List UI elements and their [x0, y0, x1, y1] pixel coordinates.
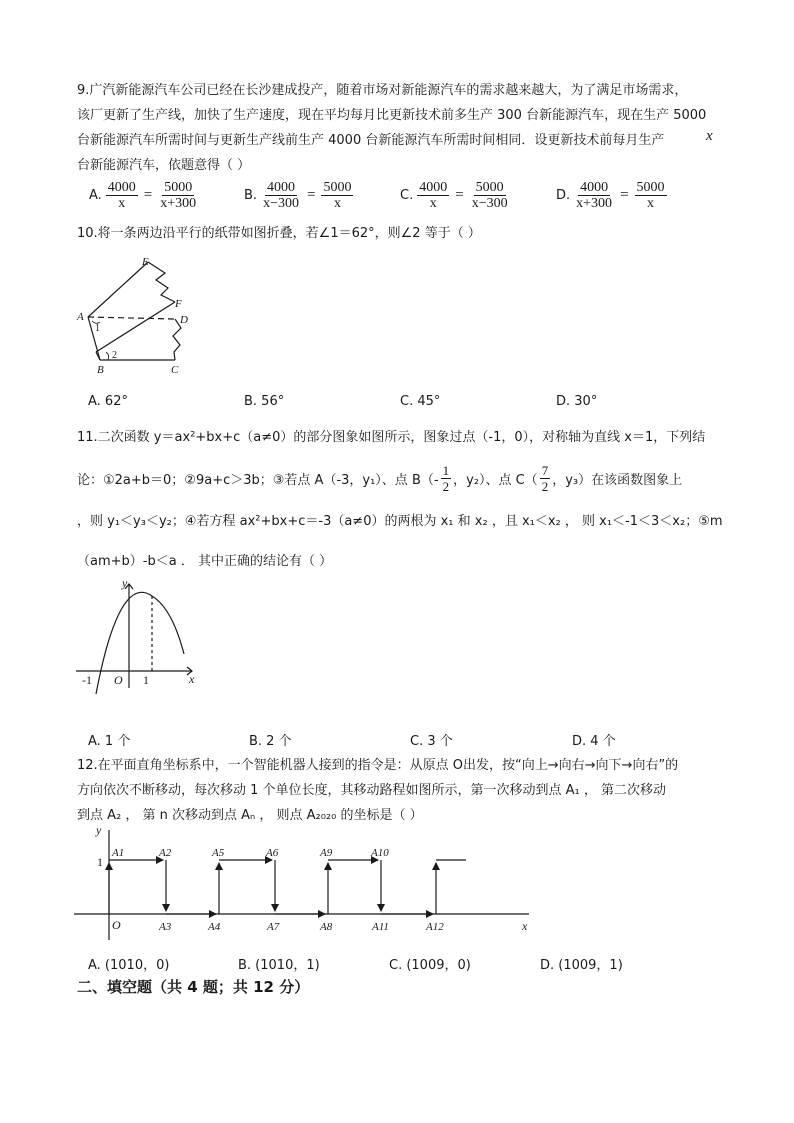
label-e: E	[142, 256, 149, 268]
q12-option-d[interactable]: D. (1009，1)	[540, 958, 623, 973]
option-label: C.	[400, 188, 414, 203]
frac-denominator: x	[429, 196, 437, 211]
frac-denominator: x	[118, 196, 126, 211]
angle-1-label: 1	[95, 323, 100, 334]
q12-line-3: 到点 A₂ ， 第 n 次移动到点 Aₙ ， 则点 A₂₀₂₀ 的坐标是（ ）	[77, 808, 423, 823]
q10-option-c[interactable]: C. 45°	[400, 394, 441, 409]
frac-numerator: 5000	[164, 180, 193, 195]
q9-option-c[interactable]	[400, 180, 512, 211]
frac-denominator: 2	[442, 479, 450, 494]
frac-denominator: x+300	[160, 196, 197, 211]
point-a9-label: A9	[320, 847, 333, 859]
tick-label-1: 1	[143, 673, 149, 687]
section-heading-fill-in: 二、填空题（共 4 题；共 12 分）	[77, 978, 310, 996]
q12-option-c[interactable]: C. (1009，0)	[389, 958, 471, 973]
dashed-fold-line-a-d	[88, 317, 175, 319]
q12-option-b[interactable]: B. (1010，1)	[238, 958, 320, 973]
frac-denominator: x	[333, 196, 341, 211]
q11-option-a[interactable]: A. 1 个	[88, 734, 131, 749]
q9-line-1: 9.广汽新能源汽车公司已经在长沙建成投产，随着市场对新能源汽车的需求越来越大，为了满足市场需求，	[77, 83, 688, 98]
frac-numerator: 5000	[323, 180, 352, 195]
frac-denominator: x	[647, 196, 655, 211]
label-a: A	[77, 311, 84, 323]
q9-option-b[interactable]	[244, 180, 355, 211]
option-label: A.	[89, 188, 102, 203]
equals-sign: =	[620, 187, 629, 203]
q9-line-2: 该厂更新了生产线，加快了生产速度，现在平均每月比更新技术前多生产 300 台新能源汽车，现在生产 5000	[77, 108, 707, 123]
point-a10-label: A10	[371, 847, 389, 859]
q9-variable-x: x	[706, 128, 713, 144]
option-label: D.	[556, 188, 571, 203]
q11-line-1: 11.二次函数 y＝ax²+bx+c（a≠0）的部分图象如图所示，图象过点（-1，0），对称轴为直线 x＝1，下列结	[77, 430, 706, 445]
point-a1-label: A1	[112, 847, 125, 859]
y-axis-label: y	[96, 823, 102, 837]
q12-line-2: 方向依次不断移动，每次移动 1 个单位长度，其移动路程如图所示，第一次移动到点 A₁ ， 第二次移动	[77, 783, 667, 798]
frac-denominator: x+300	[576, 196, 613, 211]
q9-option-d[interactable]	[556, 180, 669, 211]
q11-line-2-part-a: 论：①2a+b＝0；②9a+c＞3b；③若点 A（-3，y₁）、点 B（-	[77, 473, 439, 488]
q12-robot-path-figure	[74, 822, 536, 940]
angle-2-arc	[106, 352, 109, 360]
q11-line-4: （am+b）-b＜a ． 其中正确的结论有（ ）	[77, 554, 333, 569]
point-a6-label: A6	[266, 847, 279, 859]
label-f: F	[175, 298, 182, 310]
q9-line-4: 台新能源汽车，依题意得（ ）	[77, 158, 251, 173]
parabola-curve	[96, 592, 184, 694]
frac-numerator: 1	[442, 463, 450, 478]
frac-numerator: 4000	[107, 180, 136, 195]
q9-line-3: 台新能源汽车所需时间与更新生产线前生产 4000 台新能源汽车所需时间相同．设更新技术前每月生产	[77, 133, 665, 148]
label-b: B	[97, 364, 104, 376]
q12-option-a[interactable]: A. (1010，0)	[88, 958, 170, 973]
frac-numerator: 4000	[419, 180, 448, 195]
frac-denominator: x−300	[263, 196, 299, 211]
q10-folded-strip-figure	[70, 252, 200, 380]
zigzag-edge-top	[148, 262, 175, 302]
frac-numerator: 5000	[636, 180, 665, 195]
frac-numerator: 4000	[267, 180, 296, 195]
q10-stem: 10.将一条两边沿平行的纸带如图折叠，若∠1＝62°，则∠2 等于（ ）	[77, 226, 481, 241]
point-a11-label: A11	[372, 921, 389, 933]
q10-option-d[interactable]: D. 30°	[556, 394, 598, 409]
frac-numerator: 7	[541, 463, 549, 478]
frac-denominator: x−300	[471, 196, 508, 211]
equals-sign: =	[306, 187, 316, 203]
fold-edge-a-e	[88, 262, 148, 317]
point-a5-label: A5	[212, 847, 225, 859]
label-d: D	[180, 314, 188, 326]
angle-2-label: 2	[112, 350, 117, 361]
tick-label-neg1: -1	[82, 673, 92, 687]
q11-line-2-part-b: ，y₂）、点 C（	[453, 473, 538, 488]
option-label: B.	[244, 188, 258, 203]
q9-option-a[interactable]	[89, 180, 200, 211]
fold-edge-f-b	[96, 302, 175, 352]
x-axis-label: x	[522, 919, 528, 933]
frac-numerator: 5000	[475, 180, 504, 195]
point-a4-label: A4	[208, 921, 221, 933]
q11-line-2-part-c: ，y₃）在该函数图象上	[552, 473, 683, 488]
q11-option-c[interactable]: C. 3 个	[410, 734, 453, 749]
point-a7-label: A7	[267, 921, 280, 933]
q11-option-b[interactable]: B. 2 个	[249, 734, 292, 749]
x-axis-label: x	[189, 672, 195, 686]
origin-label: O	[112, 918, 121, 932]
equals-sign: =	[455, 187, 464, 203]
q10-option-a[interactable]: A. 62°	[88, 394, 128, 409]
origin-label: O	[114, 673, 123, 687]
q11-option-d[interactable]: D. 4 个	[572, 734, 616, 749]
frac-numerator: 4000	[580, 180, 609, 195]
point-a2-label: A2	[159, 847, 172, 859]
point-a12-label: A12	[426, 921, 444, 933]
q10-option-b[interactable]: B. 56°	[244, 394, 285, 409]
q11-line-2	[77, 463, 682, 494]
label-c: C	[171, 364, 179, 376]
tick-label-1: 1	[97, 855, 103, 869]
point-a3-label: A3	[159, 921, 172, 933]
q11-parabola-figure	[72, 576, 202, 694]
y-axis-label: y	[122, 576, 128, 590]
equals-sign: =	[143, 187, 153, 203]
frac-denominator: 2	[541, 479, 549, 494]
q12-line-1: 12.在平面直角坐标系中，一个智能机器人接到的指令是：从原点 O出发，按“向上→向右→向下→向右”的	[77, 758, 679, 773]
q11-line-3: ，则 y₁＜y₃＜y₂；④若方程 ax²+bx+c＝-3（a≠0）的两根为 x₁ 和 x₂ ，且 x₁＜x₂ ， 则 x₁＜-1＜3＜x₂；⑤m	[77, 514, 723, 529]
point-a8-label: A8	[320, 921, 333, 933]
